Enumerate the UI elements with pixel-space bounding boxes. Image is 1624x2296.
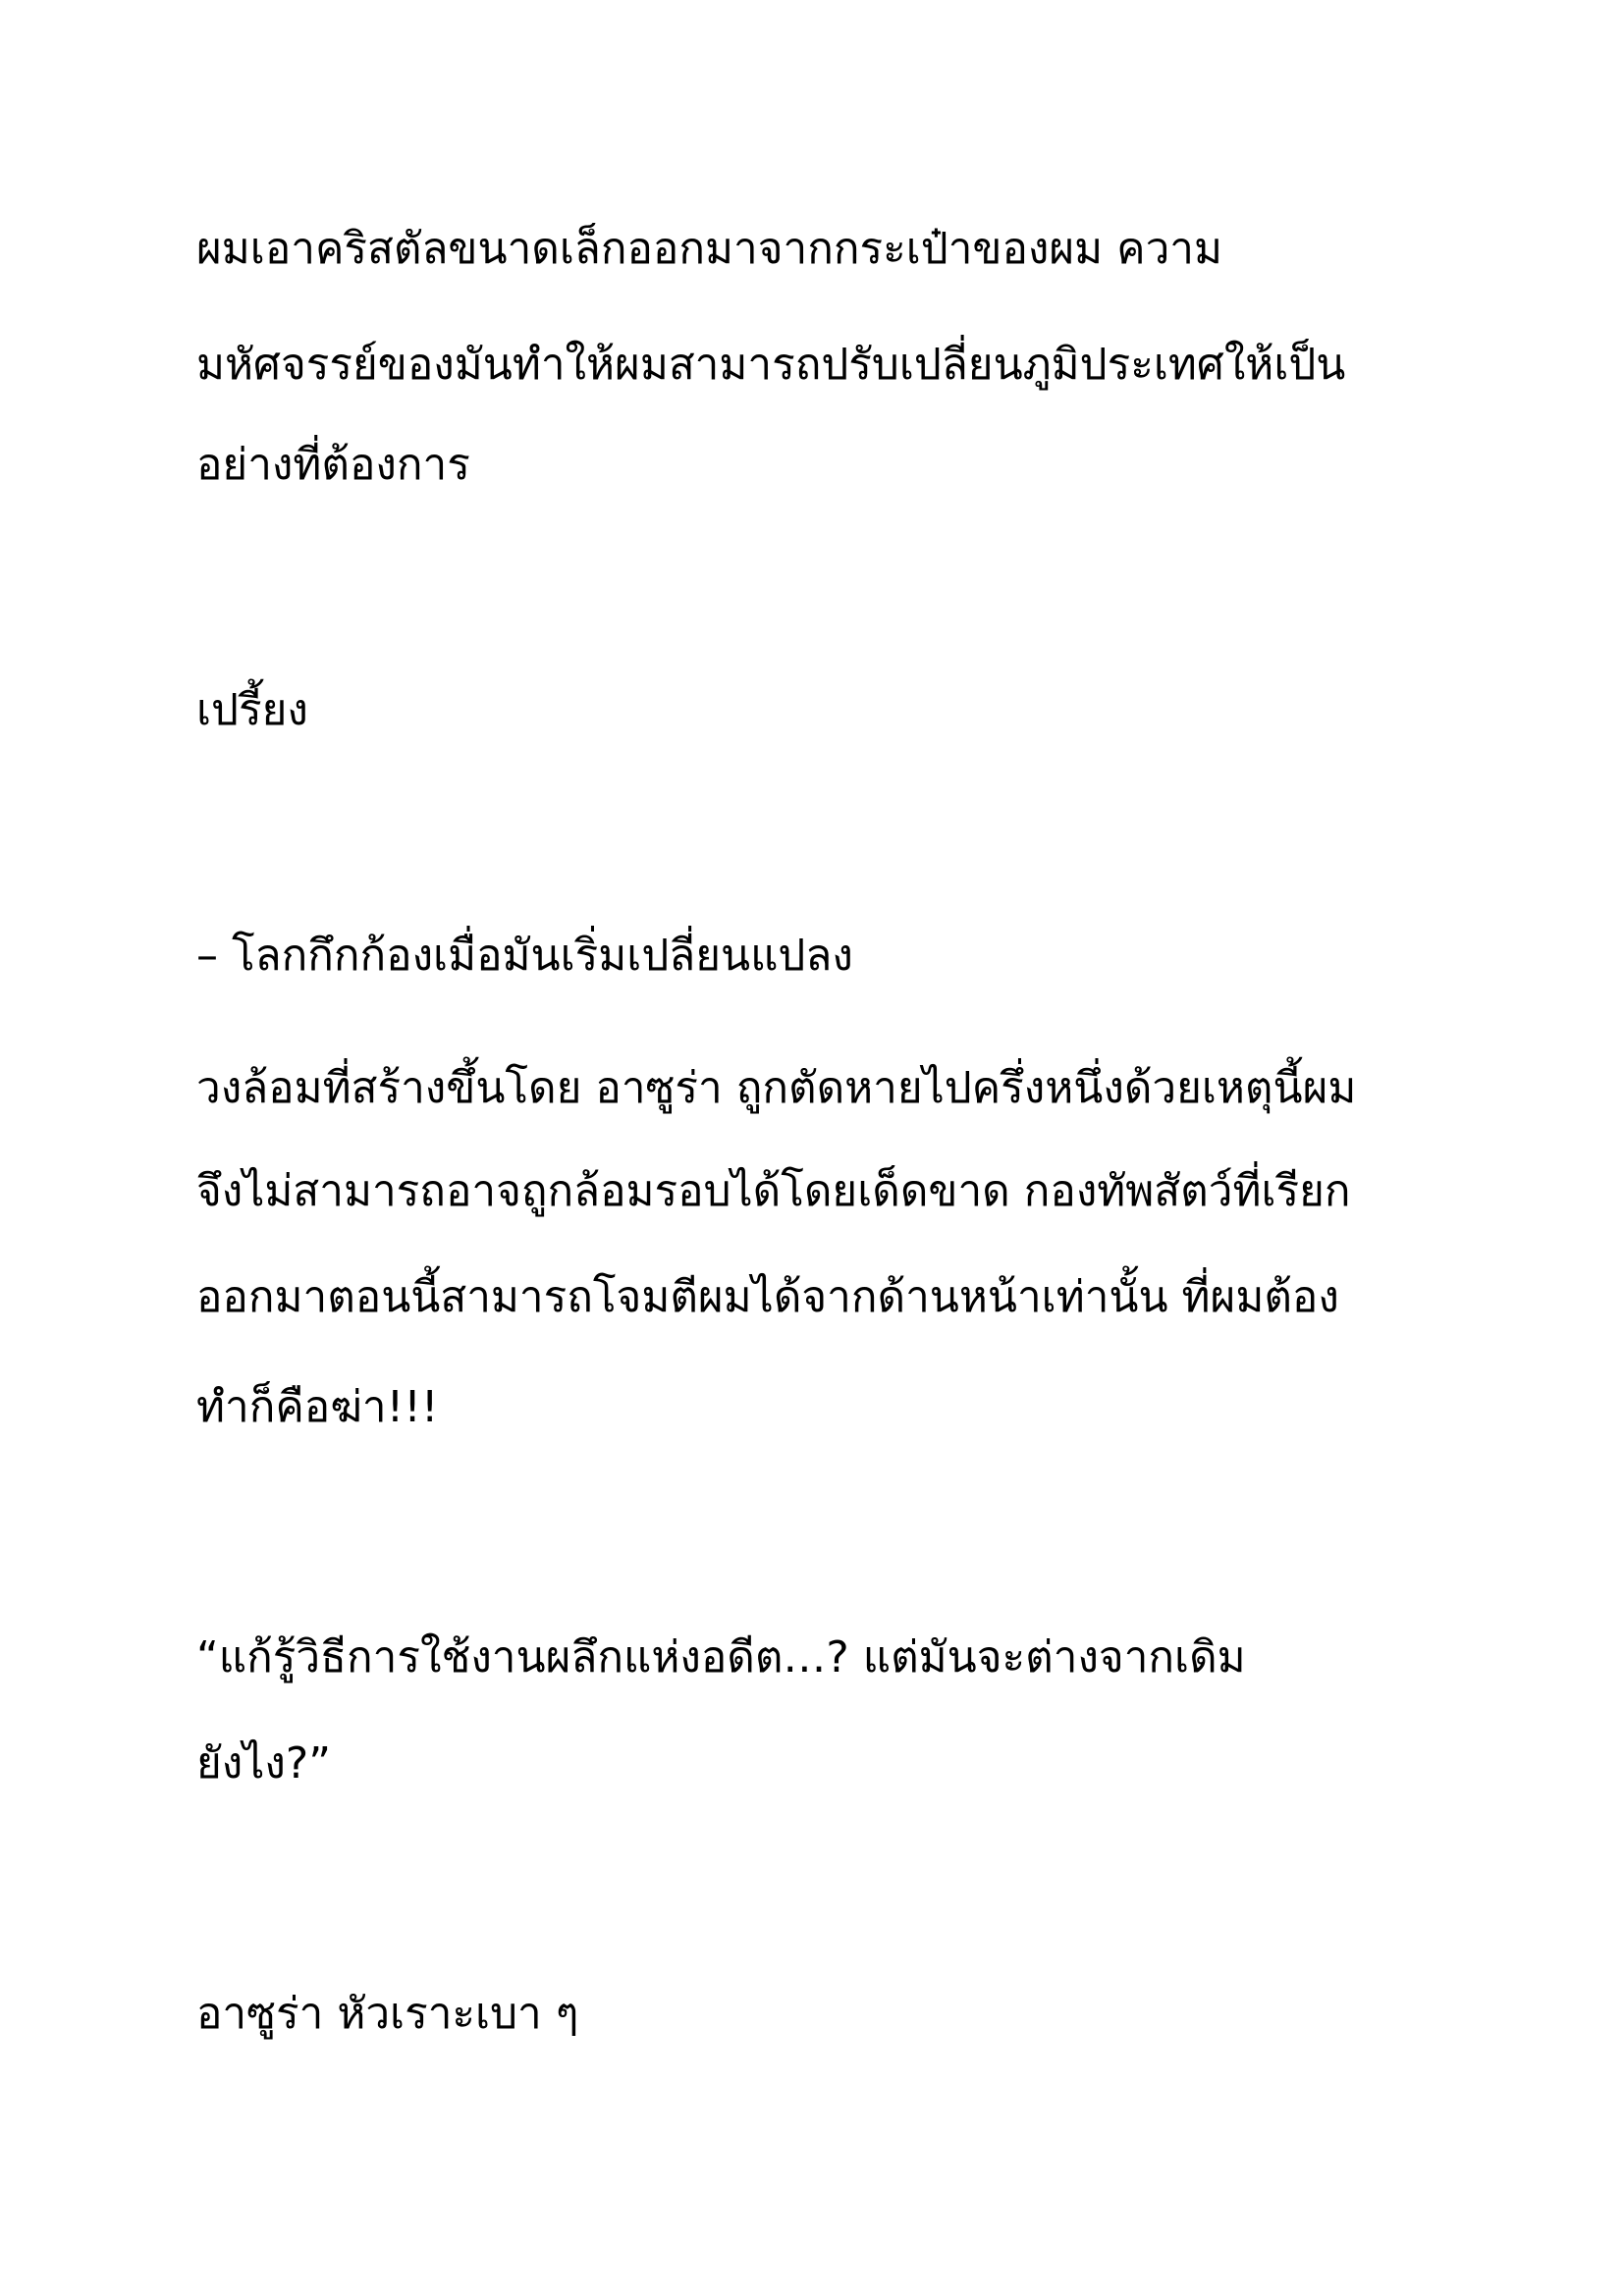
- paragraph-5-line-2: ยังไง?”: [196, 1738, 332, 1789]
- paragraph-1-line-1: ผมเอาคริสตัลขนาดเล็กออกมาจากกระเป๋าของผม ความ: [196, 224, 1223, 274]
- paragraph-6-line-1: อาซูร่า หัวเราะเบา ๆ: [196, 1989, 579, 2039]
- paragraph-4-line-1: วงล้อมที่สร้างขึ้นโดย อาซูร่า ถูกตัดหายไปครึ่งหนึ่งด้วยเหตุนี้ผม: [196, 1063, 1357, 1113]
- paragraph-1-line-3: อย่างที่ต้องการ: [196, 440, 470, 490]
- paragraph-1-line-2: มหัศจรรย์ของมันทำให้ผมสามารถปรับเปลี่ยนภูมิประเทศให้เป็น: [196, 340, 1346, 390]
- paragraph-4-line-3: ออกมาตอนนี้สามารถโจมตีผมได้จากด้านหน้าเท่านั้น ที่ผมต้อง: [196, 1272, 1339, 1322]
- paragraph-3-line-1: – โลกกึกก้องเมื่อมันเริ่มเปลี่ยนแปลง: [196, 931, 853, 981]
- paragraph-5-line-1: “แก้รู้วิธีการใช้งานผลึกแห่งอดีต…? แต่มันจะต่างจากเดิม: [196, 1632, 1246, 1682]
- paragraph-4-line-2: จึงไม่สามารถอาจถูกล้อมรอบได้โดยเด็ดขาด กองทัพสัตว์ที่เรียก: [196, 1166, 1351, 1216]
- paragraph-4-line-4: ทำก็คือฆ่า!!!: [196, 1382, 439, 1432]
- paragraph-2-line-1: เปรี้ยง: [196, 685, 308, 735]
